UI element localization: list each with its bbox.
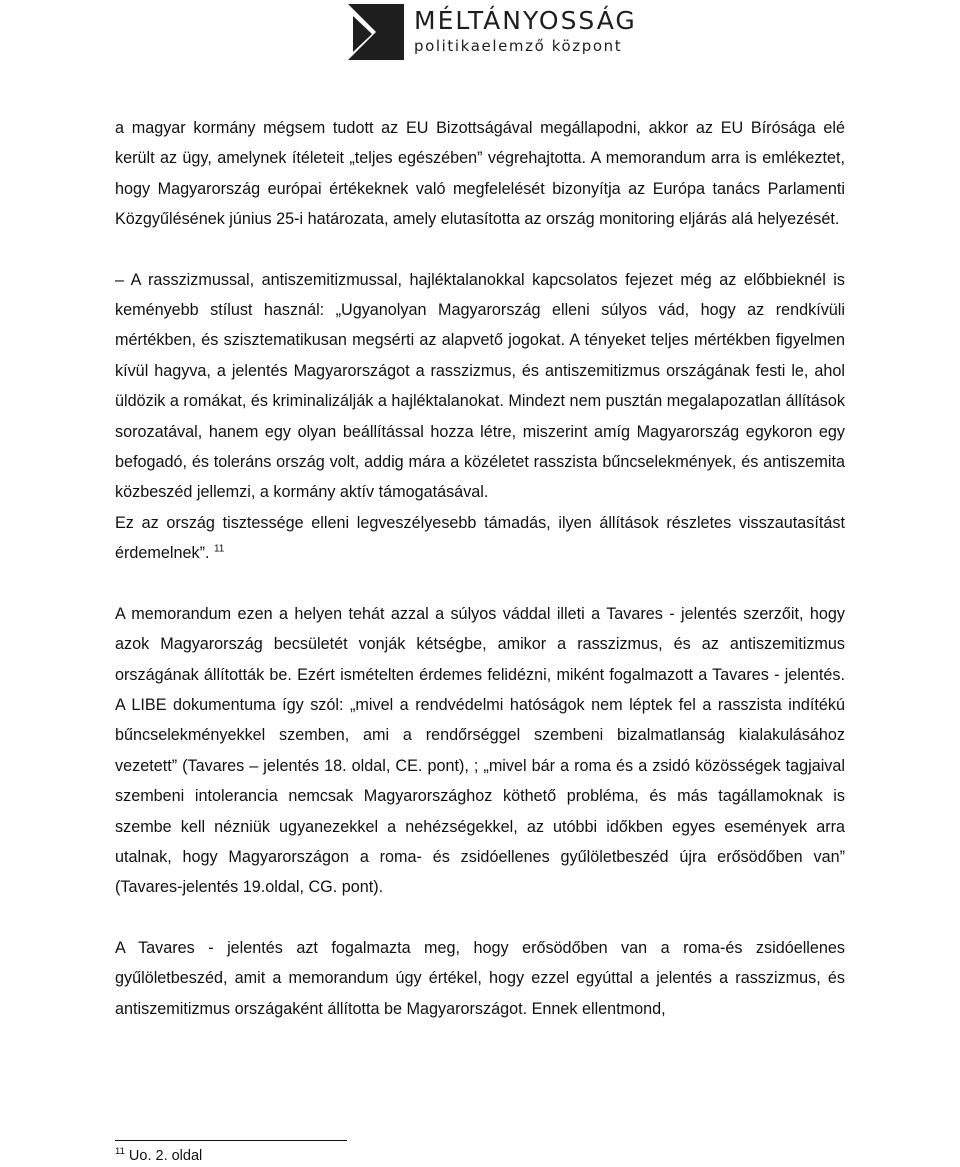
brand-name: MÉLTÁNYOSSÁG [414, 6, 637, 35]
brand-subtitle: politikaelemző központ [414, 37, 623, 55]
paragraph-3-text: Ez az ország tisztessége elleni legveszélyesebb támadás, ilyen állítások részletes visszautasítást érdemelnek”. [115, 513, 845, 563]
footnote-reference[interactable]: 11 [213, 543, 225, 555]
paragraph-1: a magyar kormány mégsem tudott az EU Bizottságával megállapodni, akkor az EU Bírósága elé került az ügy, amelynek ítéleteit „teljes egészében” végrehajtotta. A memorandum arra is emlékeztet, hogy Magyarország európai értékeknek való megfelelését bizonyítja az Európa tanács Parlamenti Közgyűlésének június 25-i határozata, amely elutasította az ország monitoring eljárás alá helyezését. [115, 119, 845, 229]
paragraph-3 [115, 508, 845, 569]
footnote-separator [115, 1140, 347, 1141]
footnote-number: 11 [115, 1146, 125, 1158]
footnote [115, 1146, 202, 1166]
paragraph-2: – A rasszizmussal, antiszemitizmussal, hajléktalanokkal kapcsolatos fejezet még az előbbieknél is keményebb stílust használ: „Ugyanolyan Magyarország elleni súlyos vád, hogy az rendkívüli mértékben, és szisztematikusan megsérti az alapvető jogokat. A tényeket teljes mértékben figyelmen kívül hagyva, a jelentés Magyarországot a rasszizmus, és antiszemitizmus országának festi le, ahol üldözik a romákat, és kriminalizálják a hajléktalanokat. Mindezt nem pusztán megalapozatlan állítások sorozatával, hanem egy olyan beállítással hozza létre, miszerint amíg Magyarország egykoron egy befogadó, és toleráns ország volt, addig mára a közéletet rasszista bűncselekmények, és antiszemita közbeszéd jellemzi, a kormány aktív támogatásával. [115, 270, 845, 502]
footnote-text: Uo. 2. oldal [128, 1148, 203, 1164]
paragraph-5: A Tavares - jelentés azt fogalmazta meg, hogy erősödőben van a roma-és zsidóellenes gyűlöletbeszéd, amit a memorandum úgy értékel, hogy ezzel egyúttal a jelentés a rasszizmus, és antiszemitizmus országaként állította be Magyarországot. Ennek ellentmond, [115, 938, 845, 1018]
page-header [348, 4, 637, 60]
meltanyossag-logo-icon [348, 4, 404, 60]
paragraph-4: A memorandum ezen a helyen tehát azzal a súlyos váddal illeti a Tavares - jelentés szerzőit, hogy azok Magyarország becsületét vonják kétségbe, amikor a rasszizmus, és az antiszemitizmus országának állították be. Ezért ismételten érdemes felidézni, miként fogalmazott a Tavares - jelentés. A LIBE dokumentuma így szól: „mivel a rendvédelmi hatóságok nem léptek fel a rasszista indítékú bűncselekményekkel szemben, ami a rendőrséggel szembeni bizalmatlanság kialakulásához vezetett” (Tavares – jelentés 18. oldal, CE. pont), ; „mivel bár a roma és a zsidó közösségek tagjaival szembeni intolerancia nemcsak Magyarországhoz köthető probléma, és más tagállamoknak is szembe kell nézniük ugyanezekkel a nehézségekkel, az utóbbi időkben egyes események arra utalnak, hogy Magyarországon a roma- és zsidóellenes gyűlöletbeszéd újra erősödőben van” (Tavares-jelentés 19.oldal, CG. pont). [115, 604, 845, 897]
document-body [115, 113, 845, 1024]
brand [414, 4, 637, 56]
